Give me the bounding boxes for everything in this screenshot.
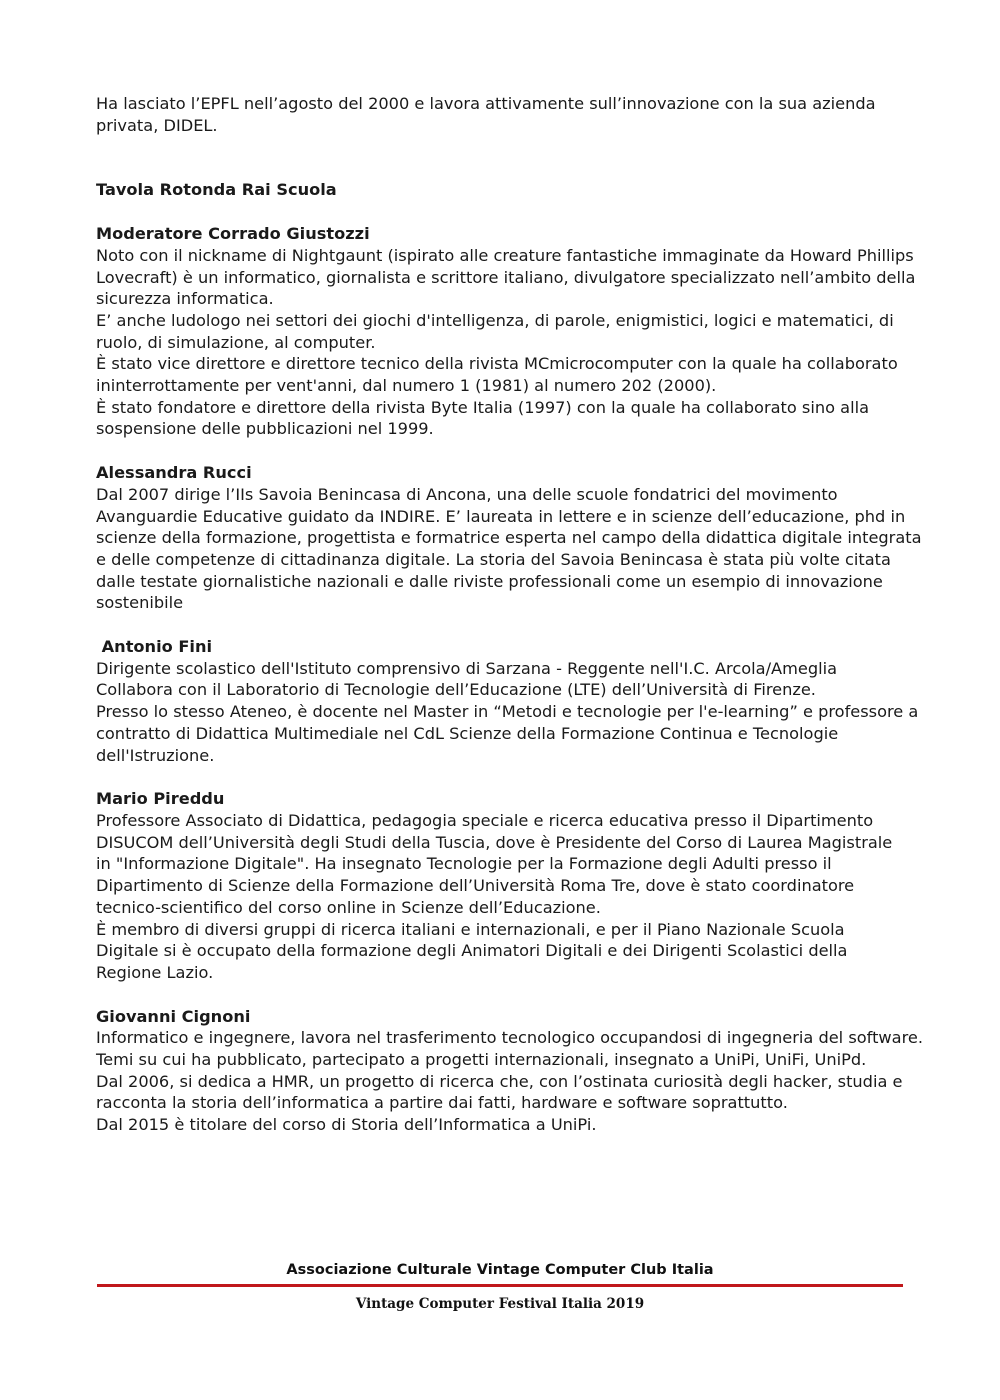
bio-line: sostenibile [96, 593, 184, 613]
bio-section [96, 636, 926, 766]
bio-line: dalle testate giornalistiche nazionali e dalle riviste professionali come un esempio di innovazione [96, 571, 883, 591]
footer-event: Vintage Computer Festival Italia 2019 [355, 1296, 645, 1312]
bio-line: sospensione delle pubblicazioni nel 1999. [96, 419, 434, 439]
bio-line: E’ anche ludologo nei settori dei giochi d'intelligenza, di parole, enigmistici, logici e matematici, di [96, 310, 894, 330]
bio-text [96, 658, 926, 767]
bio-line: Dal 2006, si dedica a HMR, un progetto di ricerca che, con l’ostinata curiosità degli hacker, studia e [96, 1071, 903, 1091]
bio-line: tecnico-scientifico del corso online in Scienze dell’Educazione. [96, 897, 601, 917]
bio-line: ruolo, di simulazione, al computer. [96, 332, 376, 352]
bio-line: DISUCOM dell’Università degli Studi della Tuscia, dove è Presidente del Corso di Laurea Magistrale [96, 832, 893, 852]
bio-line: contratto di Didattica Multimediale nel CdL Scienze della Formazione Continua e Tecnologie [96, 723, 839, 743]
footer-association: Associazione Culturale Vintage Computer Club Italia [286, 1262, 714, 1278]
bio-line: Presso lo stesso Ateneo, è docente nel Master in “Metodi e tecnologie per l'e-learning” e professore a [96, 702, 919, 722]
bio-line: Lovecraft) è un informatico, giornalista e scrittore italiano, divulgatore specializzato nell’ambito della [96, 267, 916, 287]
bio-line: e delle competenze di cittadinanza digitale. La storia del Savoia Benincasa è stata più volte citata [96, 549, 891, 569]
bio-line: Temi su cui ha pubblicato, partecipato a progetti internazionali, insegnato a UniPi, UniFi, UniPd. [96, 1050, 867, 1070]
bio-line: Informatico e ingegnere, lavora nel trasferimento tecnologico occupandosi di ingegneria del software. [96, 1028, 923, 1048]
bio-name: Mario Pireddu [96, 789, 225, 809]
footer-divider [97, 1284, 903, 1287]
bio-line: sicurezza informatica. [96, 289, 274, 309]
bio-name: Antonio Fini [96, 637, 213, 657]
bio-line: scienze della formazione, progettista e formatrice esperta nel campo della didattica digitale integrata [96, 528, 922, 548]
bio-section [96, 462, 926, 614]
intro-paragraph [96, 93, 926, 136]
bio-line: È stato fondatore e direttore della rivista Byte Italia (1997) con la quale ha collaborato sino alla [96, 397, 869, 417]
document-body [96, 93, 926, 1136]
intro-line: privata, DIDEL. [96, 115, 218, 135]
bio-line: Digitale si è occupato della formazione degli Animatori Digitali e dei Dirigenti Scolastici della [96, 941, 848, 961]
bio-line: Dal 2007 dirige l’IIs Savoia Benincasa di Ancona, una delle scuole fondatrici del movimento [96, 484, 838, 504]
bio-line: Avanguardie Educative guidato da INDIRE. E’ laureata in lettere e in scienze dell’educazione, phd in [96, 506, 906, 526]
bio-name: Giovanni Cignoni [96, 1006, 251, 1026]
bio-line: Collabora con il Laboratorio di Tecnologie dell’Educazione (LTE) dell’Università di Firenze. [96, 680, 816, 700]
round-table-title: Tavola Rotonda Rai Scuola [96, 180, 337, 200]
bio-section [96, 223, 926, 440]
bio-section [96, 1006, 926, 1136]
bio-line: È stato vice direttore e direttore tecnico della rivista MCmicrocomputer con la quale ha collaborato [96, 354, 898, 374]
bio-line: Dirigente scolastico dell'Istituto comprensivo di Sarzana - Reggente nell'I.C. Arcola/Ameglia [96, 658, 838, 678]
bio-line: Noto con il nickname di Nightgaunt (ispirato alle creature fantastiche immaginate da Howard Phillips [96, 245, 914, 265]
bio-text [96, 245, 926, 440]
bio-line: È membro di diversi gruppi di ricerca italiani e internazionali, e per il Piano Nazionale Scuola [96, 919, 845, 939]
bio-name: Moderatore Corrado Giustozzi [96, 224, 370, 244]
bio-text [96, 810, 926, 984]
bio-line: in "Informazione Digitale". Ha insegnato Tecnologie per la Formazione degli Adulti presso il [96, 854, 832, 874]
bio-line: ininterrottamente per vent'anni, dal numero 1 (1981) al numero 202 (2000). [96, 376, 717, 396]
bio-text [96, 484, 926, 614]
bio-line: Dipartimento di Scienze della Formazione dell’Università Roma Tre, dove è stato coordinatore [96, 876, 855, 896]
bio-line: Dal 2015 è titolare del corso di Storia dell’Informatica a UniPi. [96, 1115, 597, 1135]
bio-line: racconta la storia dell’informatica a partire dai fatti, hardware e software soprattutto. [96, 1093, 788, 1113]
bio-line: Regione Lazio. [96, 962, 214, 982]
bio-line: Professore Associato di Didattica, pedagogia speciale e ricerca educativa presso il Dipartimento [96, 810, 874, 830]
bio-section [96, 788, 926, 983]
intro-line: Ha lasciato l’EPFL nell’agosto del 2000 e lavora attivamente sull’innovazione con la sua azienda [96, 94, 876, 113]
bio-line: dell'Istruzione. [96, 745, 215, 765]
bio-name: Alessandra Rucci [96, 463, 252, 483]
bio-text [96, 1027, 926, 1136]
